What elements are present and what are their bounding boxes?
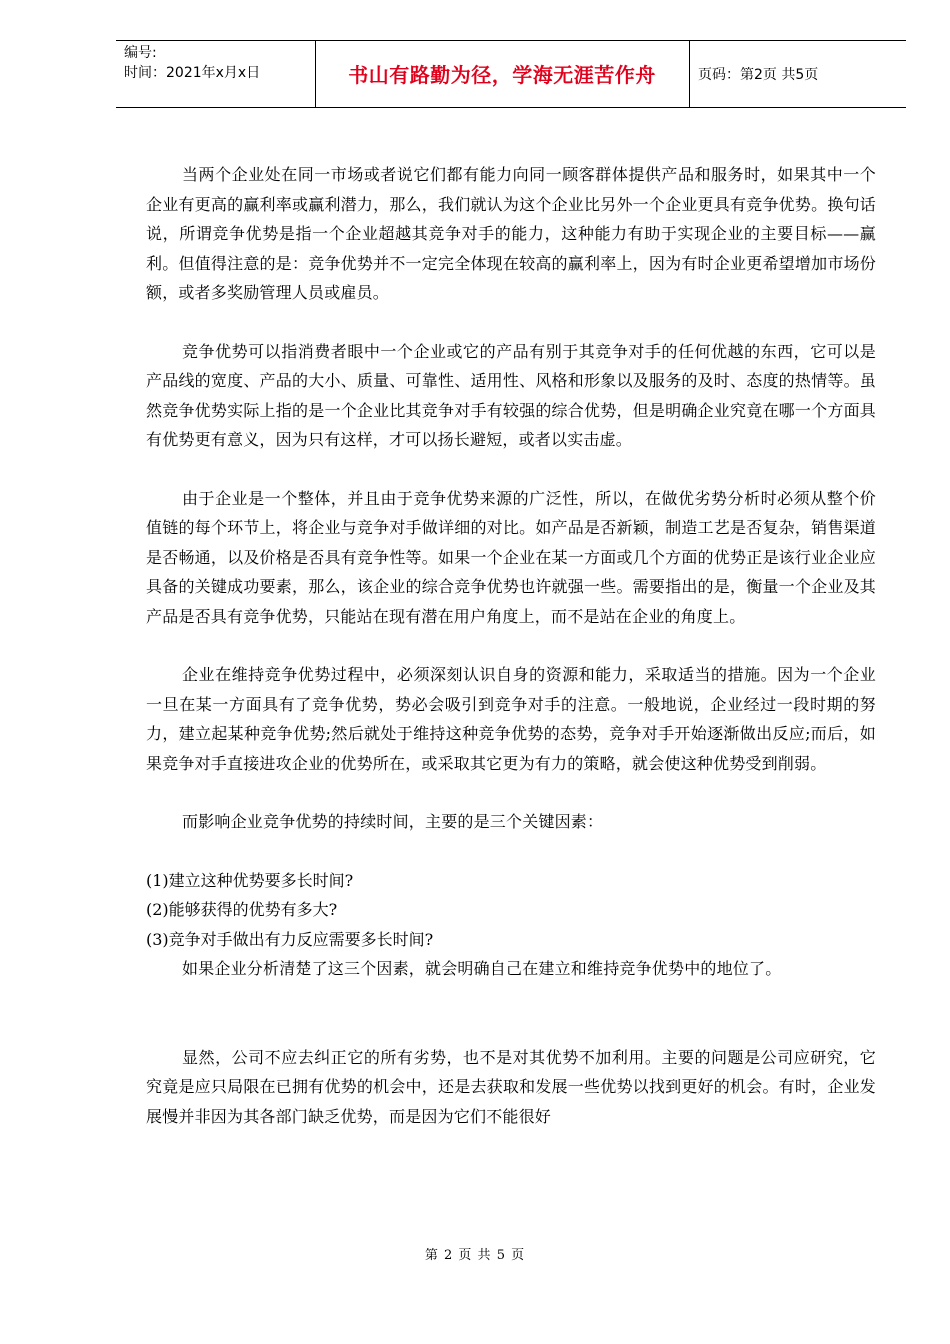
body-paragraph: 竞争优势可以指消费者眼中一个企业或它的产品有别于其竞争对手的任何优越的东西，它可以是产品线的宽度、产品的大小、质量、可靠性、适用性、风格和形象以及服务的及时、态度的热情等。虽然竞争优势实际上指的是一个企业比其竞争对手有较强的综合优势，但是明确企业究竟在哪一个方面具有优势更有意义，因为只有这样，才可以扬长避短，或者以实击虚。 xyxy=(146,341,876,449)
header-motto: 书山有路勤为径，学海无涯苦作舟 xyxy=(348,63,656,87)
body-paragraph: 而影响企业竞争优势的持续时间，主要的是三个关键因素： xyxy=(182,812,604,831)
body-paragraph: 企业在维持竞争优势过程中，必须深刻认识自身的资源和能力，采取适当的措施。因为一个企业一旦在某一方面具有了竞争优势，势必会吸引到竞争对手的注意。一般地说，企业经过一段时期的努力，建立起某种竞争优势;然后就处于维持这种竞争优势的态势，竞争对手开始逐渐做出反应;而后，如果竞争对手直接进攻企业的优势所在，或采取其它更为有力的策略，就会使这种优势受到削弱。 xyxy=(146,665,876,773)
document-body xyxy=(146,160,876,1131)
body-paragraph: 如果企业分析清楚了这三个因素，就会明确自己在建立和维持竞争优势中的地位了。 xyxy=(182,959,782,978)
page-footer: 第 2 页 共 5 页 xyxy=(424,1248,526,1263)
header-divider xyxy=(689,41,690,107)
factor-list-item: (1)建立这种优势要多长时间? xyxy=(146,870,354,890)
header-meta xyxy=(124,43,314,83)
body-paragraph: 显然，公司不应去纠正它的所有劣势，也不是对其优势不加利用。主要的问题是公司应研究，它究竟是应只局限在已拥有优势的机会中，还是去获取和发展一些优势以找到更好的机会。有时，企业发展慢并非因为其各部门缺乏优势，而是因为它们不能很好 xyxy=(146,1047,876,1126)
header-page-info: 页码：第2页 共5页 xyxy=(698,67,819,83)
factor-list-item: (3)竞争对手做出有力反应需要多长时间? xyxy=(146,929,434,949)
factor-list-item: (2)能够获得的优势有多大? xyxy=(146,900,338,919)
page-header xyxy=(116,40,906,108)
body-paragraph: 当两个企业处在同一市场或者说它们都有能力向同一顾客群体提供产品和服务时，如果其中一个企业有更高的赢利率或赢利潜力，那么，我们就认为这个企业比另外一个企业更具有竞争优势。换句话说，所谓竞争优势是指一个企业超越其竞争对手的能力，这种能力有助于实现企业的主要目标——赢利。但值得注意的是：竞争优势并不一定完全体现在较高的赢利率上，因为有时企业更希望增加市场份额，或者多奖励管理人员或雇员。 xyxy=(146,165,876,302)
document-number-label: 编号: xyxy=(124,45,157,61)
document-time-label: 时间：2021年x月x日 xyxy=(124,65,261,81)
body-paragraph: 由于企业是一个整体，并且由于竞争优势来源的广泛性，所以，在做优劣势分析时必须从整个价值链的每个环节上，将企业与竞争对手做详细的对比。如产品是否新颖，制造工艺是否复杂，销售渠道是否畅通，以及价格是否具有竞争性等。如果一个企业在某一方面或几个方面的优势正是该行业企业应具备的关键成功要素，那么，该企业的综合竞争优势也许就强一些。需要指出的是，衡量一个企业及其产品是否具有竞争优势，只能站在现有潜在用户角度上，而不是站在企业的角度上。 xyxy=(146,488,876,626)
